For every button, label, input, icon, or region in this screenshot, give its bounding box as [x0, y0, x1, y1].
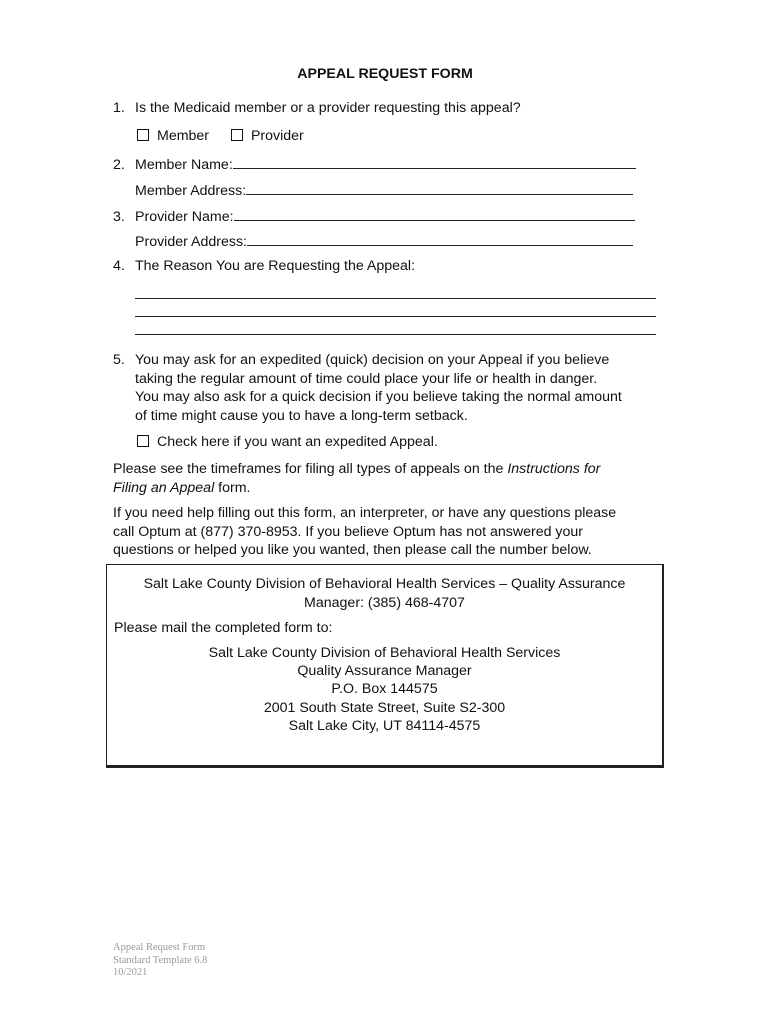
address-line-2: Quality Assurance Manager	[297, 663, 472, 680]
provider-option-label: Provider	[250, 128, 304, 144]
footer-form-name: Appeal Request Form	[113, 942, 206, 953]
reason-line-1[interactable]	[135, 298, 656, 299]
question-2	[113, 155, 636, 173]
contact-line-1: Salt Lake County Division of Behavioral Health Services – Quality Assurance	[143, 576, 626, 592]
provider-address-field[interactable]	[247, 232, 633, 246]
requester-options	[137, 128, 304, 144]
question-5-line-2: taking the regular amount of time could place your life or health in danger.	[135, 370, 598, 387]
help-line-1: If you need help filling out this form, an interpreter, or have any questions please	[113, 505, 617, 521]
timeframes-paragraph	[113, 460, 600, 497]
question-number: 2.	[113, 157, 125, 173]
question-5-line-4: of time might cause you to have a long-term setback.	[135, 407, 468, 424]
contact-line-2: Manager: (385) 468-4707	[304, 594, 465, 611]
question-4	[113, 258, 415, 274]
mail-label: Please mail the completed form to:	[114, 620, 333, 636]
question-5-line-1: You may ask for an expedited (quick) decision on your Appeal if you believe	[135, 352, 610, 368]
question-3	[113, 207, 635, 225]
question-1	[113, 100, 521, 116]
quality-assurance-contact	[107, 575, 662, 612]
address-line-1: Salt Lake County Division of Behavioral Health Services	[208, 645, 561, 661]
expedited-option[interactable]	[137, 434, 438, 450]
member-address-field[interactable]	[246, 181, 633, 195]
question-5-line-3: You may also ask for a quick decision if you believe taking the normal amount	[135, 389, 622, 405]
help-line-3: questions or helped you like you wanted, then please call the number below.	[113, 542, 592, 558]
reason-line-3[interactable]	[135, 334, 656, 335]
member-checkbox[interactable]	[137, 129, 149, 141]
provider-address-label: Provider Address:	[135, 234, 247, 250]
member-option-label: Member	[157, 128, 210, 144]
footer	[113, 942, 207, 980]
question-1-text: Is the Medicaid member or a provider requesting this appeal?	[135, 100, 521, 116]
provider-checkbox[interactable]	[231, 129, 243, 141]
question-5	[113, 351, 622, 425]
instructions-title-part-2: Filing an Appeal	[113, 479, 215, 496]
provider-name-field[interactable]	[234, 207, 635, 221]
expedited-checkbox[interactable]	[137, 435, 149, 447]
provider-option[interactable]	[231, 128, 304, 144]
expedited-option-label: Check here if you want an expedited Appeal.	[157, 434, 438, 450]
form-title: APPEAL REQUEST FORM	[297, 66, 473, 82]
address-line-5: Salt Lake City, UT 84114-4575	[288, 717, 481, 734]
footer-template-version: Standard Template 6.8	[113, 954, 208, 966]
member-name-field[interactable]	[233, 155, 636, 169]
member-name-label: Member Name:	[135, 157, 233, 173]
question-4-text: The Reason You are Requesting the Appeal:	[135, 258, 416, 274]
contact-box	[106, 564, 664, 768]
address-line-3: P.O. Box 144575	[331, 681, 438, 698]
help-paragraph	[113, 504, 616, 560]
reason-line-2[interactable]	[135, 316, 656, 317]
provider-address-row	[135, 232, 633, 250]
timeframes-prefix: Please see the timeframes for filing all types of appeals on the	[113, 461, 504, 477]
timeframes-suffix: form.	[218, 479, 251, 496]
help-line-2: call Optum at (877) 370-8953. If you believe Optum has not answered your	[113, 523, 584, 540]
footer-date: 10/2021	[113, 967, 148, 978]
instructions-title-part-1: Instructions for	[507, 461, 601, 477]
question-number: 5.	[113, 352, 125, 368]
member-address-label: Member Address:	[135, 183, 247, 199]
question-number: 3.	[113, 209, 125, 225]
provider-name-label: Provider Name:	[135, 209, 234, 225]
member-address-row	[135, 181, 633, 199]
question-number: 4.	[113, 258, 125, 274]
member-option[interactable]	[137, 128, 209, 144]
question-number: 1.	[113, 100, 125, 116]
address-line-4: 2001 South State Street, Suite S2-300	[263, 699, 506, 716]
mailing-address	[107, 644, 662, 735]
